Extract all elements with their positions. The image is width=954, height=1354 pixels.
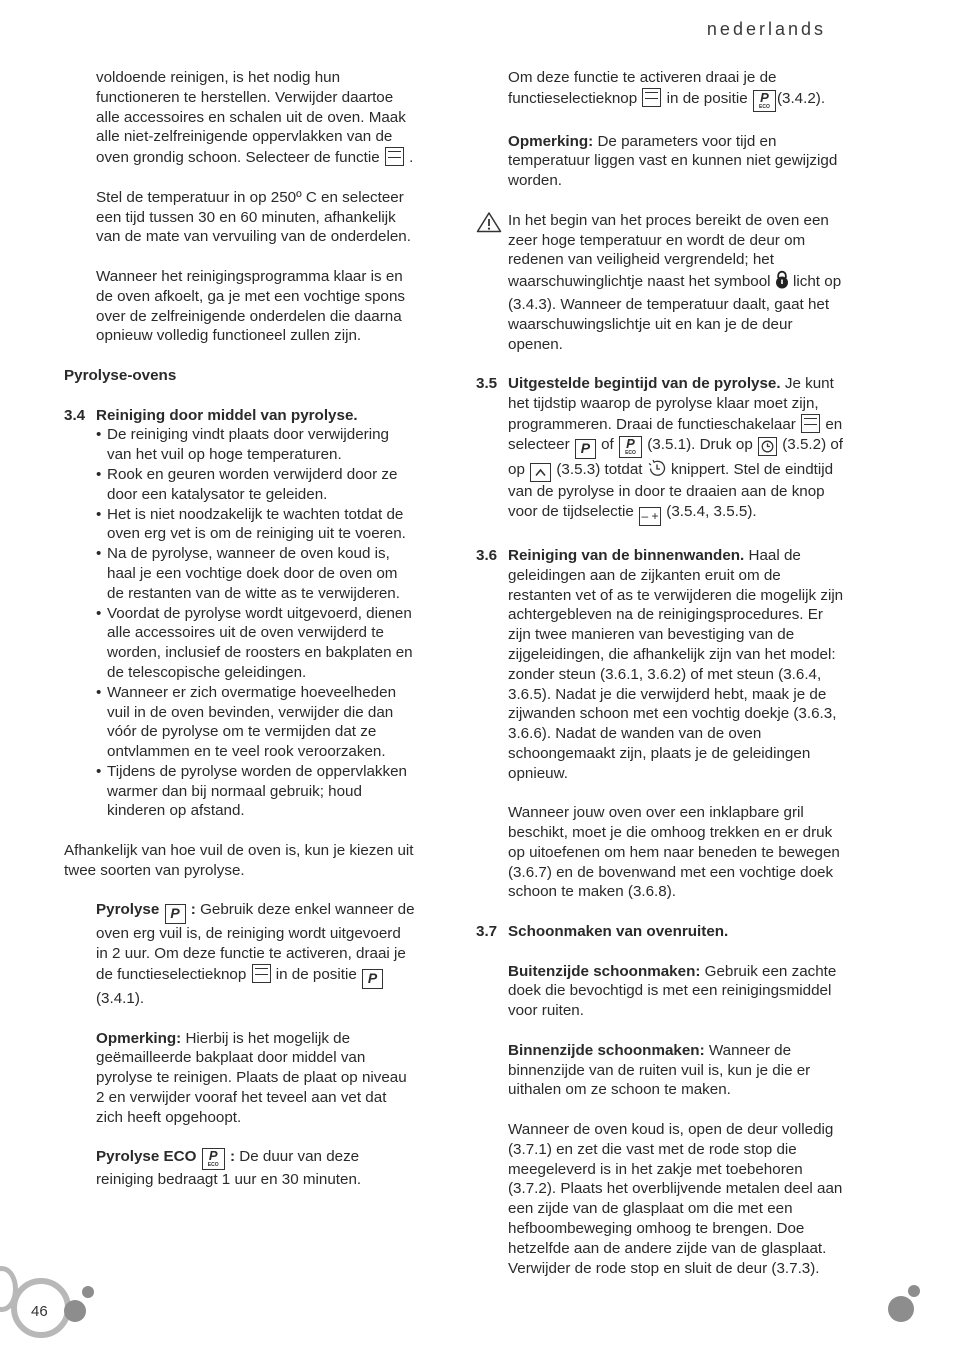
function-selector-icon xyxy=(801,414,820,433)
text: Gebruik een zachte doek die bevochtigd is met een reinigingsmiddel voor ruiten. xyxy=(508,962,837,1020)
p-letter: P xyxy=(760,89,769,105)
p-letter: P xyxy=(208,1148,218,1164)
section-3-6 xyxy=(476,546,846,902)
text: Gebruik deze enkel wanneer de oven erg vuil is, de reiniging wordt uitgevoerd in 2 uur. Om deze functie te activeren, draai je de functieselectieknop xyxy=(96,901,415,984)
text: (3.4.1). xyxy=(96,990,145,1008)
page-number: 46 xyxy=(31,1303,48,1320)
end-time-icon xyxy=(647,459,667,483)
colon: : xyxy=(190,901,196,919)
section-body xyxy=(508,374,846,526)
label-pyrolyse-eco: Pyrolyse ECO xyxy=(96,1148,197,1166)
section-paragraph xyxy=(508,546,846,784)
section-title: Schoonmaken van ovenruiten. xyxy=(508,923,729,941)
section-3-7 xyxy=(476,922,846,1278)
text: (3.5.3) totdat xyxy=(556,460,643,478)
text: (3.5.2) of op xyxy=(508,435,844,478)
plus-minus-icon: – + xyxy=(639,507,661,526)
text: knippert. Stel de eindtijd van de pyrolyse in door te draaien aan de knop voor de tijdselectie xyxy=(508,460,834,521)
section-3-5 xyxy=(476,374,846,526)
label-pyrolyse: Pyrolyse xyxy=(96,901,160,919)
section-body xyxy=(508,546,846,902)
text: Haal de geleidingen aan de zijkanten eruit om de restanten vet of as te verwijderen die mogelijk zijn achtergebleven na de reinigingsprocedures. Er zijn twee manieren van bevestiging van de zijgeleidingen, die afhankelijk zijn van het model: zonder steun (3.6.1, 3.6.2) of met steun (3.6.4, 3.6.5). Nadat je die verwijderd hebt, maak je de zijwanden schoon met een vochtig doekje (3.6.3, 3.6.6). Nadat de wanden van de oven schoongemaakt zijn, plaats je de geleidingen opnieuw. xyxy=(508,546,844,782)
text: Je kunt het tijdstip waarop de pyrolyse klaar moet zijn, programmeren. Draai de functieschakelaar xyxy=(508,375,834,433)
paragraph-pyrolyse xyxy=(64,900,416,1008)
note-text: Hierbij is het mogelijk de geëmailleerde bakplaat door middel van pyrolyse te reinigen. Plaats de plaat op niveau 2 en verwijder vooraf het teveel aan vet dat zich heeft opgehoopt. xyxy=(96,1029,407,1126)
paragraph-intro xyxy=(64,68,416,168)
colon: : xyxy=(229,1148,235,1166)
note-text: De parameters voor tijd en temperatuur liggen vast en kunnen niet gewijzigd worden. xyxy=(508,132,838,190)
decor-dot xyxy=(888,1296,914,1322)
pyrolysis-eco-icon xyxy=(619,436,642,458)
text: Om deze functie te activeren draai je de functieselectieknop xyxy=(508,69,777,107)
text: in de positie xyxy=(666,89,748,107)
list-item: • Rook en geuren worden verwijderd door ze door een katalysator te geleiden. xyxy=(96,465,416,505)
lock-icon xyxy=(775,270,789,295)
pyrolysis-icon: P xyxy=(362,969,383,989)
section-title: Reiniging van de binnenwanden. xyxy=(508,546,745,564)
paragraph-outside xyxy=(508,962,846,1021)
section-number: 3.4 xyxy=(64,406,86,424)
pyrolysis-icon: P xyxy=(165,904,186,924)
inside-label: Binnenzijde schoonmaken: xyxy=(508,1041,705,1059)
decor-dot xyxy=(908,1285,920,1297)
text: In het begin van het proces bereikt de oven een zeer hoge temperatuur en wordt de deur om redenen van veiligheid vergrendeld; het waarschuwinglichtje naast het symbool xyxy=(508,211,829,291)
text: en selecteer xyxy=(508,415,843,453)
pyrolysis-eco-icon xyxy=(202,1148,225,1170)
list-item: • Tijdens de pyrolyse worden de oppervlakken warmer dan bij normaal gebruik; houd kinderen op afstand. xyxy=(96,762,416,821)
clock-icon xyxy=(758,437,777,456)
section-paragraph: Wanneer jouw oven over een inklapbare gril beschikt, moet je die omhoog trekken en er druk op uitoefenen om hem naar beneden te bewegen (3.6.7) en de bovenwand met een vochtige doek schoon te maken (3.6.8). xyxy=(508,804,840,901)
list-item: • De reiniging vindt plaats door verwijdering van het vuil op hoge temperaturen. xyxy=(96,425,416,465)
paragraph-activate-eco xyxy=(476,68,846,112)
text: of xyxy=(601,435,614,453)
outside-label: Buitenzijde schoonmaken: xyxy=(508,962,701,980)
list-item: • Het is niet noodzakelijk te wachten totdat de oven erg vet is om de reiniging uit te voeren. xyxy=(96,505,416,545)
function-selector-icon xyxy=(385,147,404,166)
section-body xyxy=(508,922,846,1278)
pyrolysis-icon: P xyxy=(575,439,596,459)
function-selector-icon xyxy=(252,964,271,983)
list-item: • Voordat de pyrolyse wordt uitgevoerd, dienen alle accessoires uit de oven verwijderd te worden, inclusief de roosters en bakplaten en de telescopische geleidingen. xyxy=(96,604,416,683)
text: voldoende reinigen, is het nodig hun functioneren te herstellen. Verwijder daartoe alle accessoires en schalen uit de oven. Maak alle niet-zelfreinigende oppervlakken van de oven grondig schoon. Selecteer de functie xyxy=(96,69,406,167)
list-item: • Wanneer er zich overmatige hoeveelheden vuil in de oven bevinden, verwijder die dan vóór de pyrolyse om te vermijden dat ze ontvlammen en te veel rook veroorzaken. xyxy=(96,683,416,762)
section-number: 3.5 xyxy=(476,375,498,393)
text: licht op (3.4.3). Wanneer de temperatuur daalt, gaat het waarschuwingslichtje uit en kan je de deur openen. xyxy=(508,273,842,353)
eco-letters: ECO xyxy=(759,103,770,110)
paragraph-temperature: Stel de temperatuur in op 250º C en selecteer een tijd tussen 30 en 60 minuten, afhankelijk van de mate van vervuiling van de onderdelen. xyxy=(96,188,411,246)
p-letter: P xyxy=(626,435,635,451)
right-column xyxy=(476,68,846,1278)
language-label: nederlands xyxy=(706,19,826,39)
section-number: 3.6 xyxy=(476,546,498,564)
warning-triangle-icon xyxy=(476,211,508,355)
decor-dot xyxy=(64,1300,86,1322)
paragraph-pyrolyse-eco xyxy=(64,1147,416,1190)
text: (3.5.4, 3.5.5). xyxy=(666,503,757,521)
text: Wanneer de binnenzijde van de ruiten vuil is, kun je die er uithalen om ze schoon te maken. xyxy=(508,1041,811,1099)
heading-pyrolyse-ovens: Pyrolyse-ovens xyxy=(64,366,177,384)
text: in de positie xyxy=(275,966,357,984)
left-column xyxy=(64,68,416,1190)
eco-letters: ECO xyxy=(207,1162,219,1169)
paragraph-note-right xyxy=(476,132,846,191)
note-label: Opmerking: xyxy=(508,132,594,150)
section-title: Uitgestelde begintijd van de pyrolyse. xyxy=(508,375,781,393)
warning-text xyxy=(508,211,846,355)
paragraph-program-done: Wanneer het reinigingsprogramma klaar is en de oven afkoelt, ga je met een vochtige spons over de zelfreinigende onderdelen die daarna opnieuw volledig functioneel zullen zijn. xyxy=(96,267,406,345)
paragraph-inside xyxy=(508,1041,846,1100)
paragraph-door: Wanneer de oven koud is, open de deur volledig (3.7.1) en zet die vast met de rode stop die meegeleverd is in het zakje met toebehoren (3.7.2). Plaats het overblijvende metalen deel aan een zijde van de glasplaat om die met een hefboombeweging omhoog te brengen. Doe hetzelfde aan de andere zijde van de glasplaat. Verwijder de rode stop en sluit de deur (3.7.3). xyxy=(508,1121,843,1277)
text: (3.5.1). Druk op xyxy=(647,435,753,453)
text: (3.4.2). xyxy=(776,89,826,107)
decor-dot xyxy=(82,1286,94,1298)
eco-letters: ECO xyxy=(625,449,636,456)
section-number: 3.7 xyxy=(476,923,498,941)
section-3-4 xyxy=(64,406,416,426)
up-arrow-icon xyxy=(530,463,551,482)
list-item: • Na de pyrolyse, wanneer de oven koud is, haal je een vochtige doek door de oven om de restanten van de witte as te verwijderen. xyxy=(96,544,416,603)
paragraph-note xyxy=(64,1029,416,1128)
text: . xyxy=(409,149,414,167)
section-title: Reiniging door middel van pyrolyse. xyxy=(96,406,358,424)
warning-block xyxy=(476,211,846,355)
pyrolysis-eco-icon xyxy=(753,90,776,112)
text: De duur van deze reiniging bedraagt 1 uur en 30 minuten. xyxy=(96,1148,362,1189)
bullet-list xyxy=(64,425,416,821)
function-selector-icon xyxy=(642,88,661,107)
note-label: Opmerking: xyxy=(96,1029,182,1047)
paragraph-two-types: Afhankelijk van hoe vuil de oven is, kun je kiezen uit twee soorten van pyrolyse. xyxy=(64,842,414,879)
